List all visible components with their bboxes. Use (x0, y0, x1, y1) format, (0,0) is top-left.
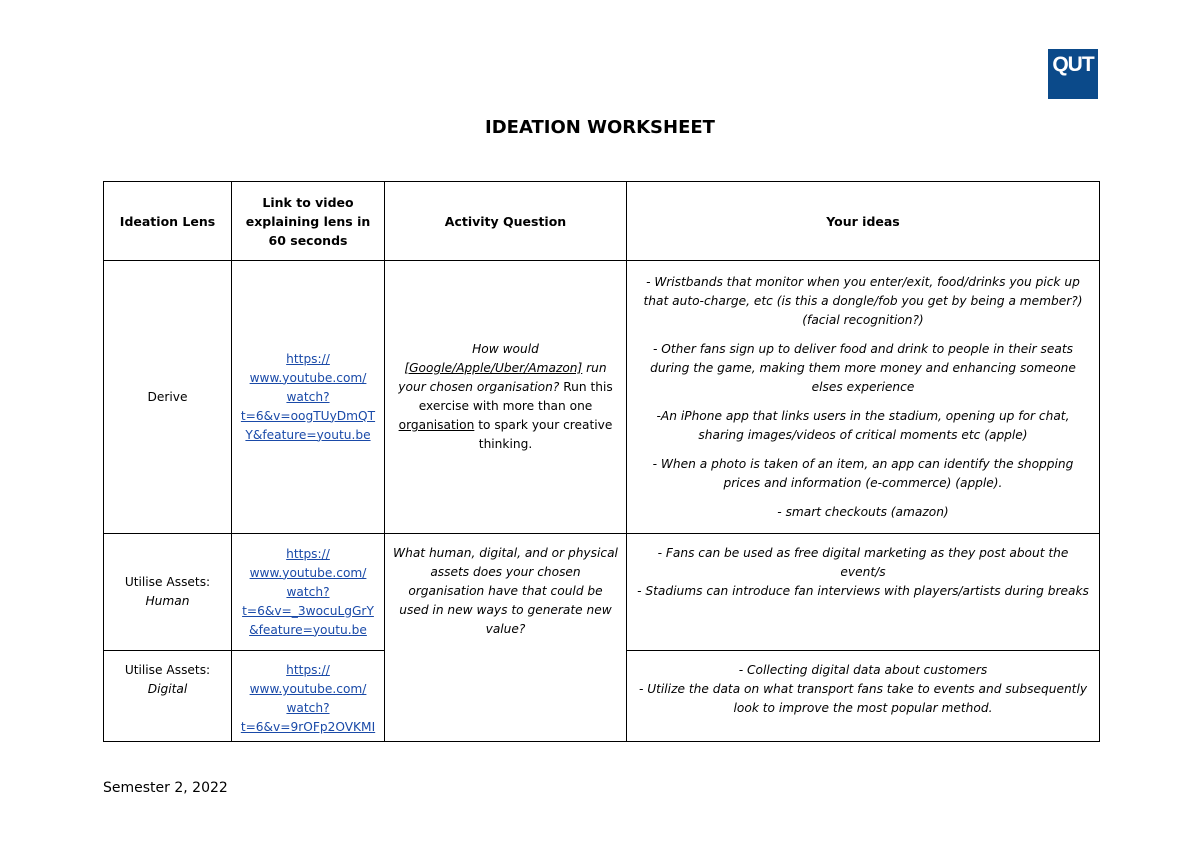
question-text: to spark your creative thinking. (474, 418, 613, 451)
table-row-derive (104, 261, 1100, 534)
link-line[interactable]: &feature=youtu.be (249, 622, 367, 637)
footer-semester: Semester 2, 2022 (103, 780, 228, 796)
question-text: Run this exercise with more than one (418, 380, 613, 413)
lens-human (104, 534, 232, 651)
question-text: How would (472, 342, 539, 356)
idea-item: -An iPhone app that links users in the stadium, opening up for chat, sharing images/videos of critical moments etc (apple) (656, 408, 1070, 442)
lens-label: Utilise Assets: (124, 575, 211, 589)
question-derive (385, 261, 627, 534)
link-line[interactable]: www.youtube.com/ (249, 565, 367, 580)
link-line[interactable]: watch? (286, 701, 330, 715)
video-link-derive[interactable] (232, 261, 385, 534)
link-line[interactable]: t=6&v=oogTUyDmQT (240, 408, 376, 423)
question-companies: [Google/Apple/Uber/Amazon] (404, 361, 583, 375)
lens-digital (104, 651, 232, 742)
qut-logo: QUT (1048, 49, 1098, 99)
page-title: IDEATION WORKSHEET (485, 117, 715, 138)
lens-sublabel: Human (145, 594, 190, 608)
ideation-table (103, 181, 1100, 742)
link-line[interactable]: www.youtube.com/ (249, 370, 367, 385)
question-text: What human, digital, and or physical assets does your chosen organisation have that could be used in new ways to generate new value? (393, 546, 618, 636)
lens-sublabel: Digital (147, 682, 188, 696)
ideas-human (627, 534, 1100, 651)
lens-label: Utilise Assets: (124, 663, 211, 677)
header-activity-question: Activity Question (385, 182, 627, 261)
idea-item: - Stadiums can introduce fan interviews with players/artists during breaks (637, 584, 1089, 598)
table-row-human (104, 534, 1100, 651)
header-video-link: Link to video explaining lens in 60 seconds (232, 182, 385, 261)
video-link-digital[interactable] (232, 651, 385, 742)
video-link-human[interactable] (232, 534, 385, 651)
question-text: run your chosen organisation? (398, 361, 607, 394)
link-line[interactable]: watch? (286, 389, 330, 404)
idea-item: - smart checkouts (amazon) (777, 504, 949, 519)
idea-item: - Other fans sign up to deliver food and drink to people in their seats during the game, making them more money and enhancing someone elses experience (650, 341, 1076, 394)
question-organisation: organisation (398, 418, 475, 432)
lens-derive: Derive (104, 261, 232, 534)
link-line[interactable]: t=6&v=_3wocuLgGrY (242, 603, 374, 618)
idea-item: - Wristbands that monitor when you enter/exit, food/drinks you pick up that auto-charge, etc (is this a dongle/fob you get by being a member?)(facial recognition?) (643, 274, 1083, 327)
idea-item: - Fans can be used as free digital marketing as they post about the event/s (657, 546, 1069, 579)
link-line[interactable]: https:// (286, 663, 330, 677)
table-header-row (104, 182, 1100, 261)
link-line[interactable]: Y&feature=youtu.be (245, 427, 371, 442)
idea-item: - When a photo is taken of an item, an app can identify the shopping prices and information (e-commerce) (apple). (652, 456, 1074, 490)
header-your-ideas: Your ideas (627, 182, 1100, 261)
ideas-derive (627, 261, 1100, 534)
link-line[interactable]: https:// (286, 546, 330, 561)
header-ideation-lens: Ideation Lens (104, 182, 232, 261)
link-line[interactable]: https:// (286, 351, 330, 366)
link-line[interactable]: www.youtube.com/ (249, 682, 367, 696)
idea-item: - Collecting digital data about customers (738, 663, 988, 677)
idea-item: - Utilize the data on what transport fans take to events and subsequently look to improve the most popular method. (638, 682, 1088, 715)
question-assets (385, 534, 627, 742)
ideas-digital (627, 651, 1100, 742)
link-line[interactable]: t=6&v=9rOFp2OVKMI (240, 720, 376, 734)
link-line[interactable]: watch? (286, 584, 330, 599)
